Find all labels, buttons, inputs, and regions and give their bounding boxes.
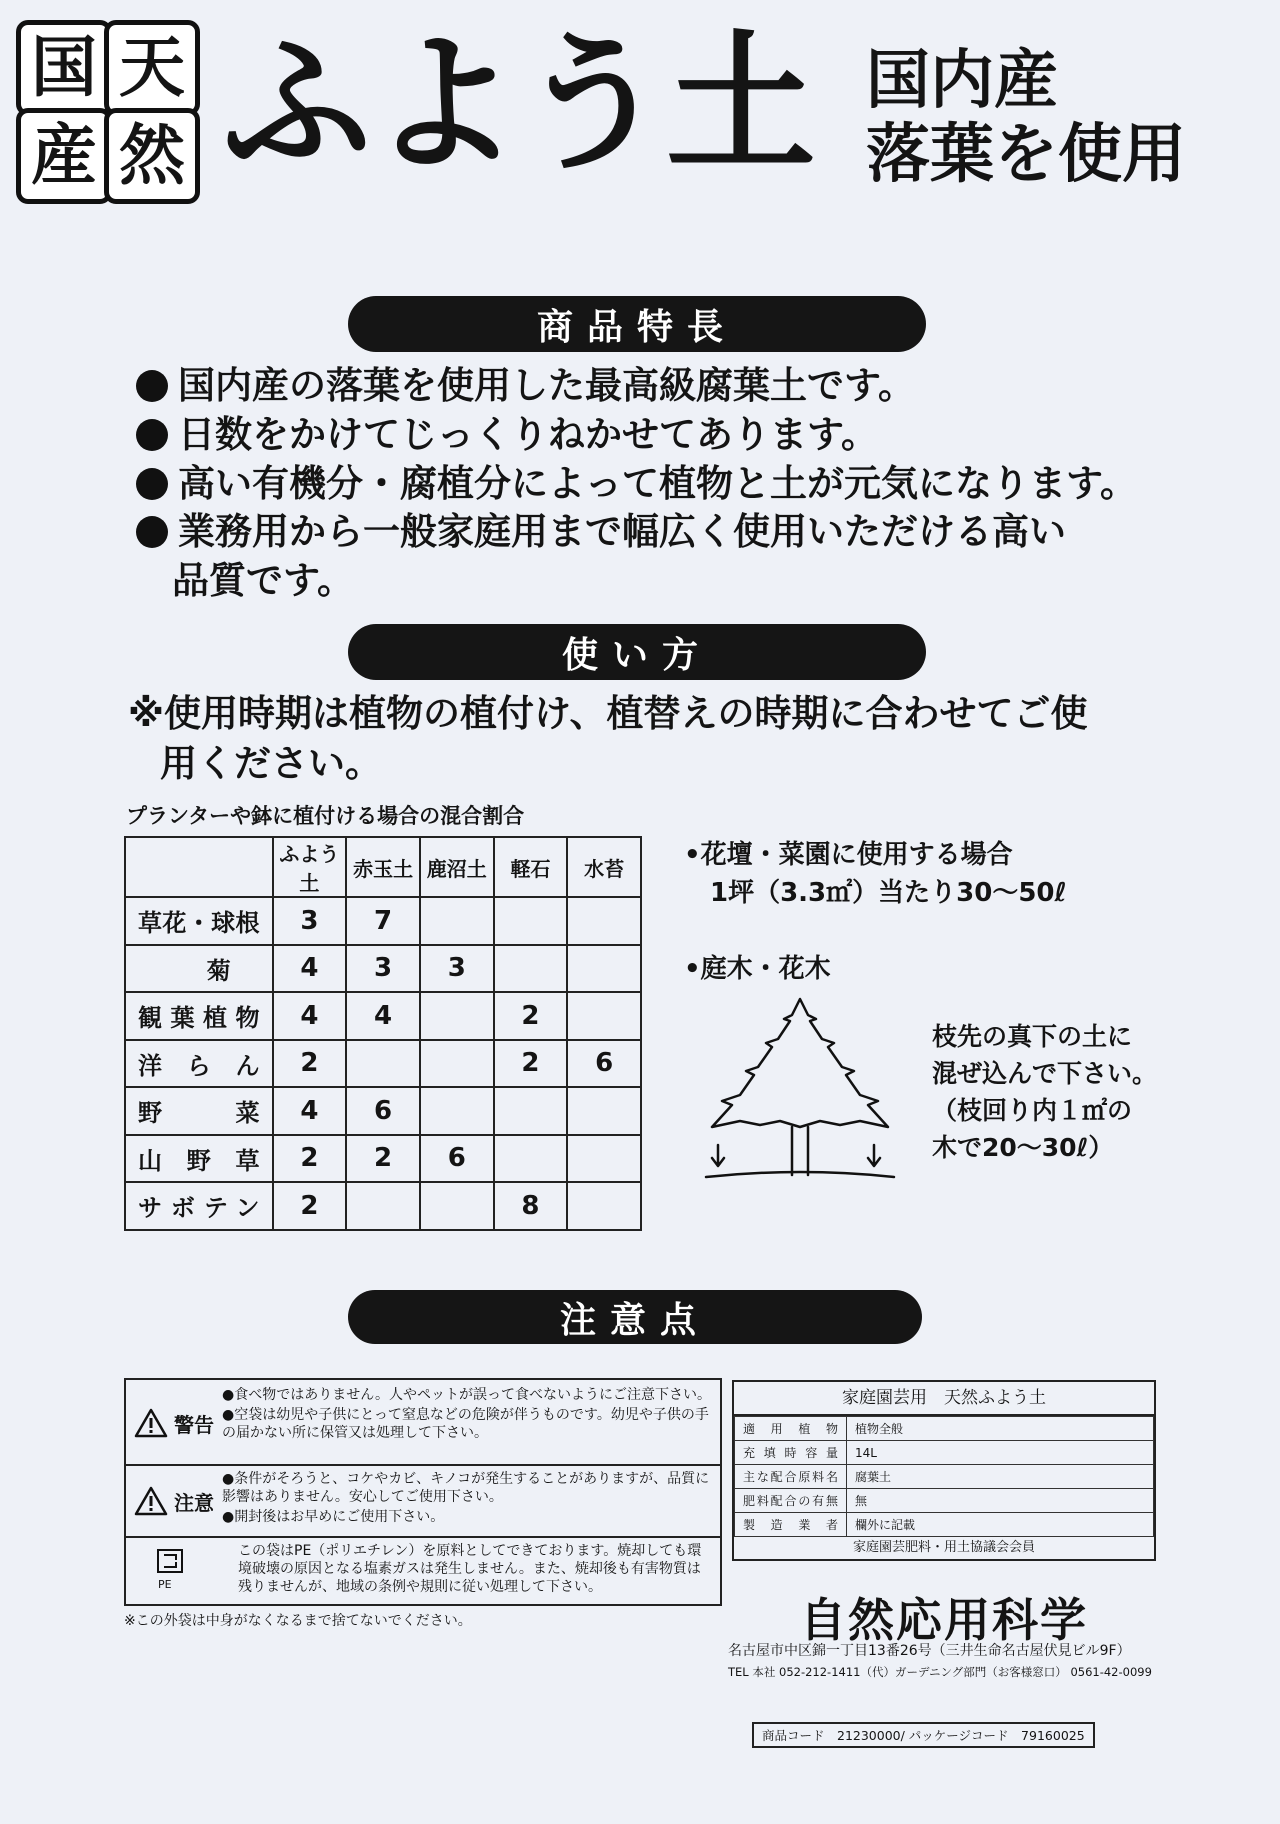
features-list xyxy=(136,362,1137,606)
notice-label: 注意 xyxy=(174,1490,214,1515)
feature-item: 日数をかけてじっくりねかせてあります。 xyxy=(136,411,1137,460)
col-kanumatsuchi: 鹿沼土 xyxy=(420,837,494,897)
caution-heading: 注意点 xyxy=(348,1290,922,1344)
table-header-row xyxy=(125,837,641,897)
garden-title: •花壇・菜園に使用する場合 xyxy=(684,840,1013,870)
col-karuishi: 軽石 xyxy=(494,837,568,897)
caution-box xyxy=(124,1378,722,1606)
mix-table-caption: プランターや鉢に植付ける場合の混合割合 xyxy=(126,804,525,828)
spec-row: 主な配合原料名 腐葉土 xyxy=(735,1465,1154,1489)
usage-heading: 使い方 xyxy=(348,624,926,680)
features-heading: 商品特長 xyxy=(348,296,926,352)
origin-line1: 国内産 xyxy=(866,44,1058,118)
col-fuyoudo: ふよう土 xyxy=(273,837,347,897)
feature-item: 高い有機分・腐植分によって植物と土が元気になります。 xyxy=(136,460,1137,509)
spec-box xyxy=(732,1380,1156,1561)
spec-row: 充填時容量 14L xyxy=(735,1441,1154,1465)
badge-kuni: 国 xyxy=(16,20,112,116)
spec-title: 家庭園芸用 天然ふよう土 xyxy=(734,1382,1154,1416)
warning-section xyxy=(126,1380,720,1466)
company-name: 自然応用科学 xyxy=(800,1593,1088,1647)
table-row: 草花・球根 3 7 xyxy=(125,897,641,945)
spec-table xyxy=(734,1416,1154,1537)
mix-ratio-table xyxy=(124,836,642,1231)
tree-title: •庭木・花木 xyxy=(684,954,831,984)
pe-label: PE xyxy=(158,1578,172,1591)
warning-label: 警告 xyxy=(174,1412,214,1437)
tree-illustration-icon xyxy=(700,995,900,1195)
badge-nen: 然 xyxy=(104,108,200,204)
table-row: 菊 4 3 3 xyxy=(125,945,641,993)
warning-text-2: ●空袋は幼児や子供にとって窒息などの危険が伴うものです。幼児や子供の手の届かない所に保管又は処理して下さい。 xyxy=(222,1407,709,1442)
feature-item-cont: 品質です。 xyxy=(172,559,355,603)
pe-text: この袋はPE（ポリエチレン）を原料としてできております。焼却しても環境破壊の原因となる塩素ガスは発生しません。また、焼却後も有害物質は残りませんが、地域の条例や規則に従い処理して下さい。 xyxy=(238,1543,702,1596)
tree-instructions: 枝先の真下の土に 混ぜ込んで下さい。 （枝回り内１㎡の 木で20〜30ℓ） xyxy=(932,1022,1158,1162)
badge-san: 産 xyxy=(16,108,112,204)
notice-text-1: ●条件がそろうと、コケやカビ、キノコが発生することがありますが、品質に影響はありません。安心してご使用下さい。 xyxy=(222,1471,710,1506)
badge-ten: 天 xyxy=(104,20,200,116)
bullet-icon xyxy=(136,516,168,548)
pe-section xyxy=(126,1536,720,1604)
notice-section xyxy=(126,1464,720,1538)
company-tel: TEL 本社 052-212-1411（代）ガーデニング部門（お客様窓口） 0561-42-0099 xyxy=(728,1665,1152,1679)
bullet-icon xyxy=(136,419,168,451)
col-mizugoke: 水苔 xyxy=(567,837,641,897)
feature-item: 業務用から一般家庭用まで幅広く使用いただける高い xyxy=(136,508,1137,557)
spec-row: 適用植物 植物全般 xyxy=(735,1417,1154,1441)
usage-note-line2: 用ください。 xyxy=(160,742,382,785)
table-row: サボテン 2 8 xyxy=(125,1182,641,1230)
warning-triangle-icon xyxy=(134,1408,168,1438)
table-row: 山野草 2 2 6 xyxy=(125,1135,641,1183)
garden-amount: 1坪（3.3㎡）当たり30〜50ℓ xyxy=(710,878,1067,908)
table-row: 観葉植物 4 4 2 xyxy=(125,992,641,1040)
bullet-icon xyxy=(136,468,168,500)
bullet-icon xyxy=(136,370,168,402)
table-row: 野菜 4 6 xyxy=(125,1087,641,1135)
plastic-recycle-icon xyxy=(154,1546,186,1576)
product-code: 商品コード 21230000/ パッケージコード 79160025 xyxy=(752,1722,1095,1748)
col-akadamatsuchi: 赤玉土 xyxy=(346,837,420,897)
spec-member: 家庭園芸肥料・用土協議会会員 xyxy=(852,1540,1035,1555)
table-row: 洋らん 2 2 6 xyxy=(125,1040,641,1088)
usage-note-line1: ※使用時期は植物の植付け、植替えの時期に合わせてご使 xyxy=(128,692,1088,735)
notice-text-2: ●開封後はお早めにご使用下さい。 xyxy=(222,1509,445,1526)
feature-item: 国内産の落葉を使用した最高級腐葉土です。 xyxy=(136,362,1137,411)
product-title: ふよう土 xyxy=(222,18,815,192)
spec-row: 肥料配合の有無 無 xyxy=(735,1489,1154,1513)
caution-triangle-icon xyxy=(134,1486,168,1516)
spec-row: 製造業者 欄外に記載 xyxy=(735,1513,1154,1537)
company-address: 名古屋市中区錦一丁目13番26号（三井生命名古屋伏見ビル9F） xyxy=(728,1643,1131,1659)
caution-footnote: ※この外袋は中身がなくなるまで捨てないでください。 xyxy=(124,1613,472,1629)
warning-text-1: ●食べ物ではありません。人やペットが誤って食べないようにご注意下さい。 xyxy=(222,1387,712,1403)
origin-line2: 落葉を使用 xyxy=(866,118,1186,192)
